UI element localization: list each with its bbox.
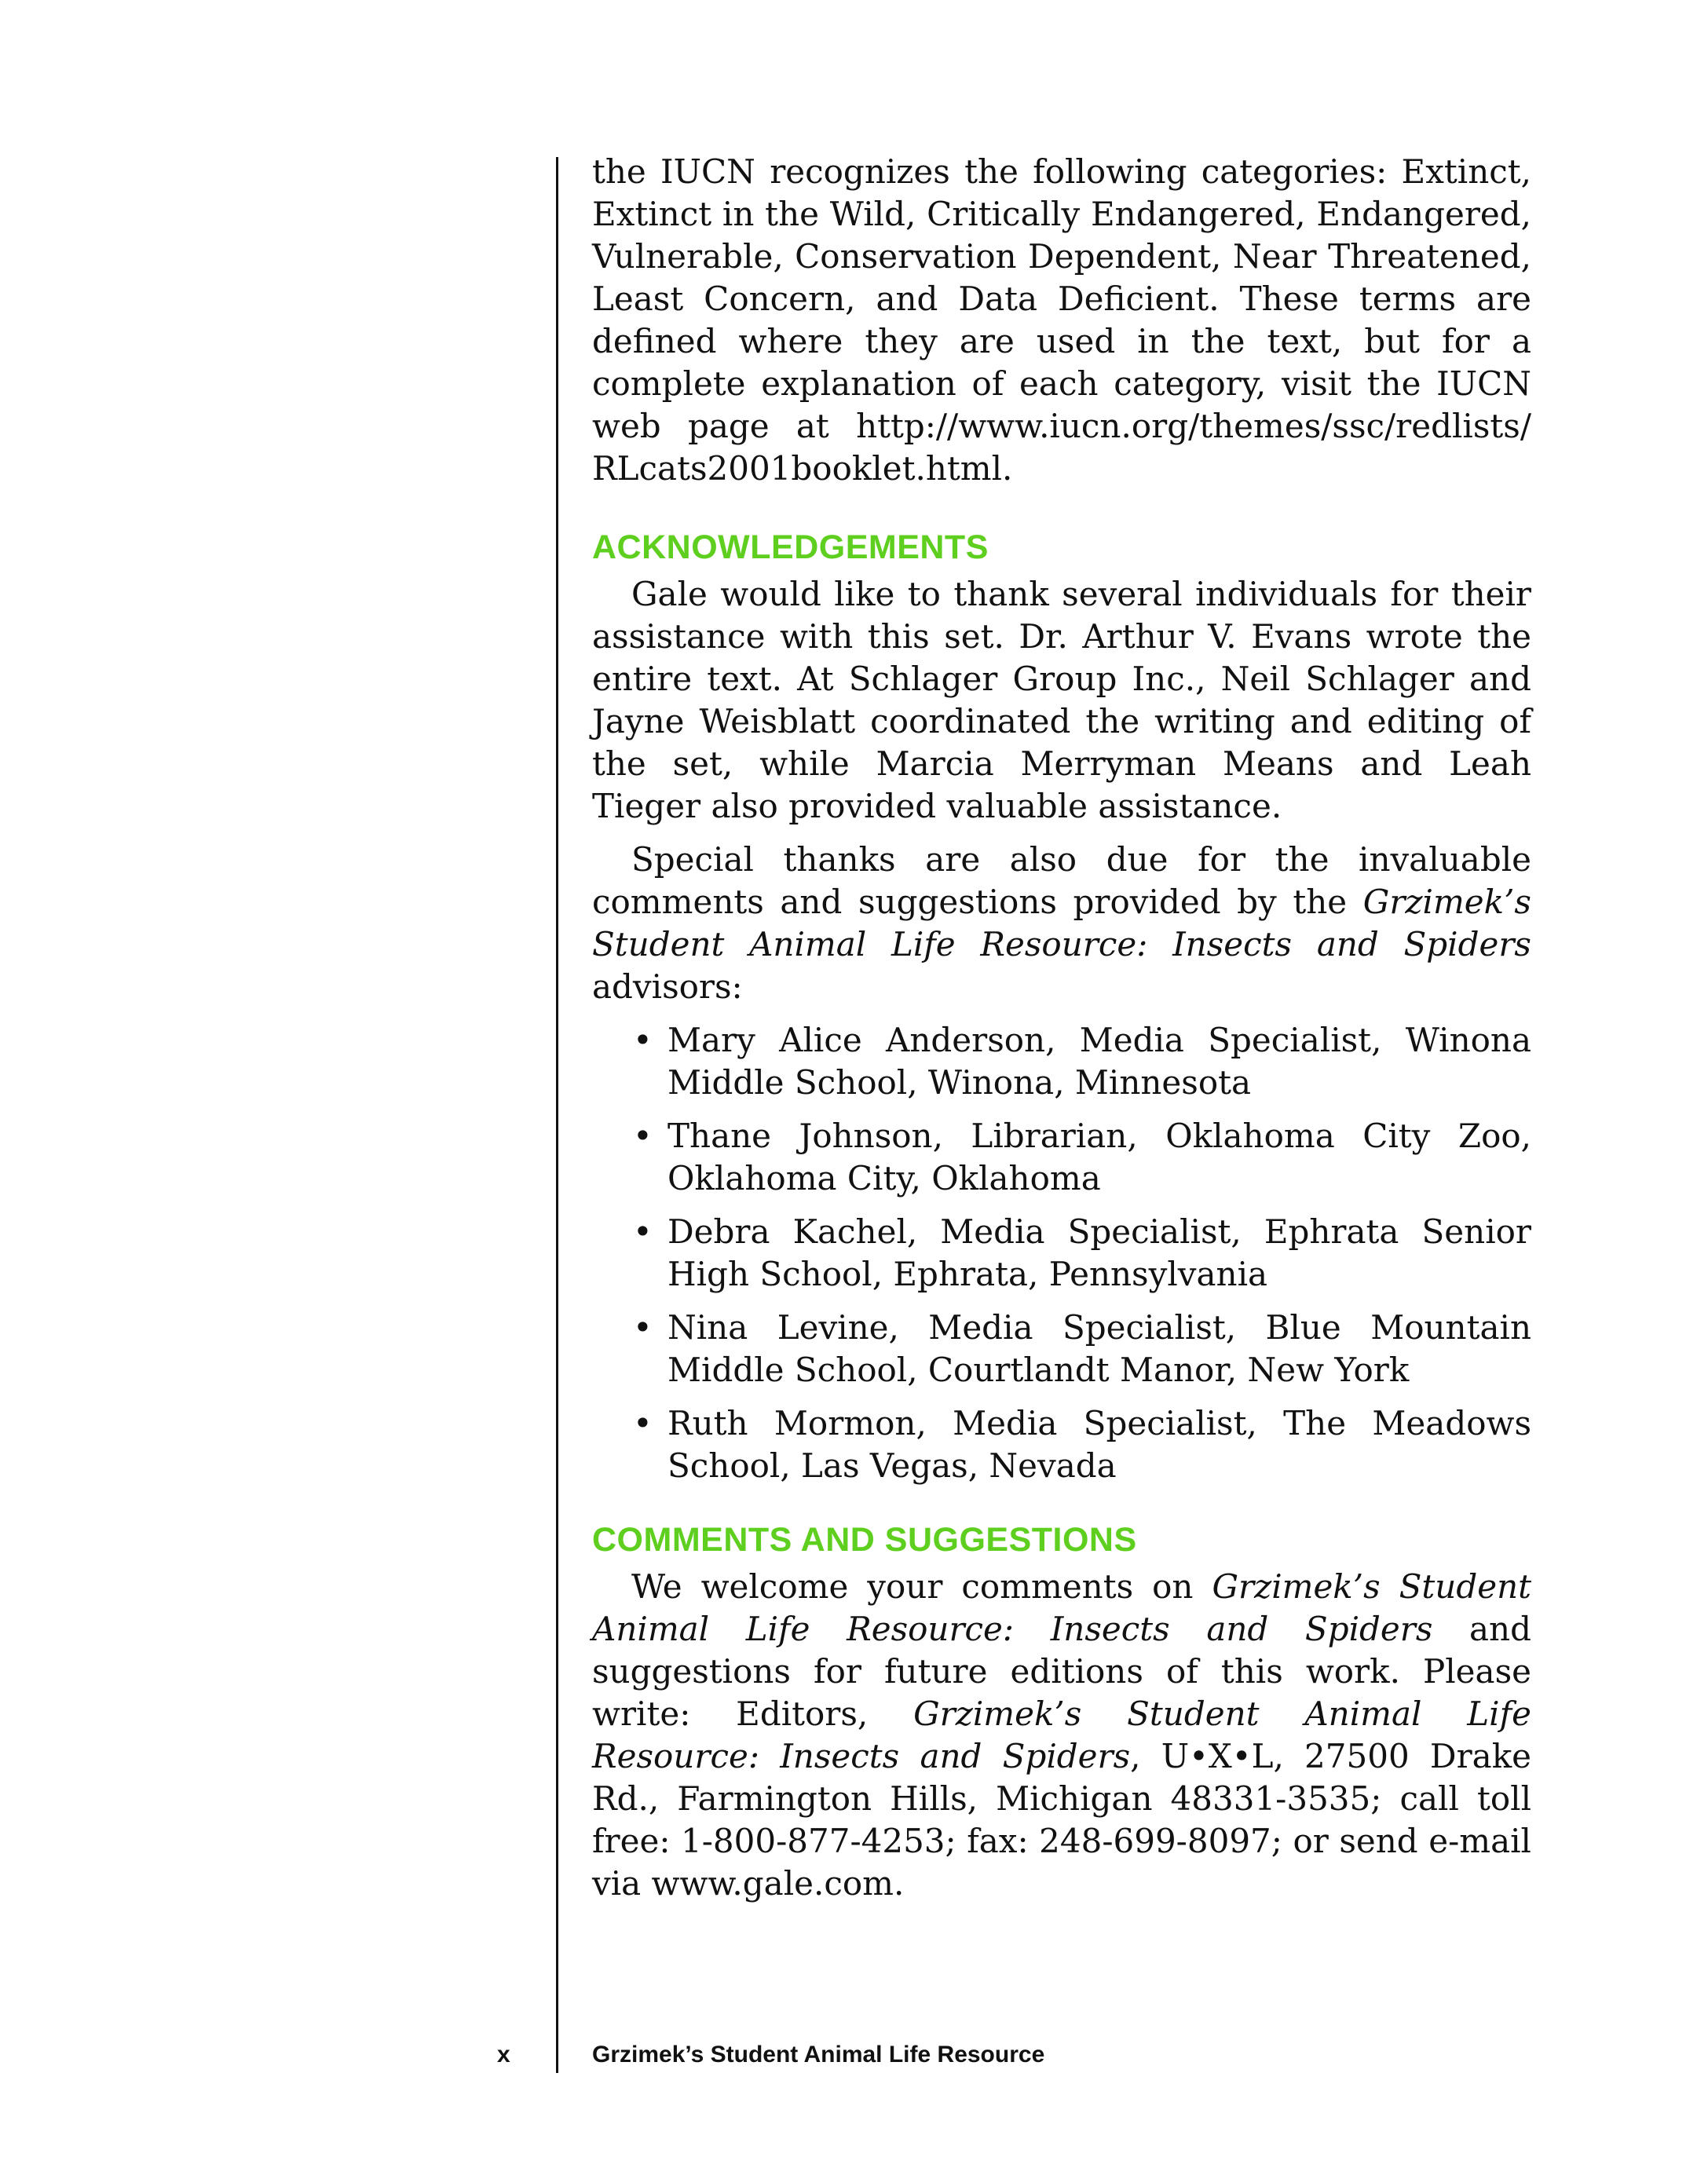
comments-paragraph	[592, 1566, 1531, 1905]
advisors-intro-paragraph	[592, 839, 1531, 1008]
advisors-list	[592, 1019, 1531, 1487]
bullet-icon: •	[633, 1212, 653, 1251]
acknowledgements-heading: ACKNOWLEDGEMENTS	[592, 528, 989, 566]
book-title: Grzimek’s Student Animal Life Resource: Insects and Spiders	[592, 883, 1531, 963]
advisor-name: Debra Kachel, Media Specialist, Ephrata Senior High School, Ephrata, Pennsylvania	[667, 1212, 1531, 1293]
list-item	[592, 1019, 1531, 1104]
running-title: Grzimek’s Student Animal Life Resource	[592, 2042, 1045, 2067]
book-title: Grzimek’s Student Animal Life Resource: Insects and Spiders	[592, 1695, 1531, 1775]
advisors-intro-tail: advisors:	[592, 967, 743, 1006]
acknowledgements-paragraph: Gale would like to thank several individuals for their assistance with this set. Dr. Arthur V. Evans wrote the entire text. At Schlager Group Inc., Neil Schlager and Jayne Weisblatt coordinated the writing and editing of the set, while Marcia Merryman Means and Leah Tieger also provided valuable assistance.	[592, 575, 1531, 825]
vertical-margin-rule	[556, 157, 558, 2073]
comments-text-2: and suggestions for future editions of this work. Please write: Editors,	[592, 1610, 1531, 1733]
comments-text-3: , U•X•L, 27500 Drake Rd., Farmington Hills, Michigan 48331-3535; call toll free: 1-800-877-4253; fax: 248-699-8097; or send e-mail via www.gale.com.	[592, 1737, 1531, 1903]
list-item	[592, 1211, 1531, 1296]
list-item	[592, 1307, 1531, 1391]
comments-text-1: We welcome your comments on	[631, 1567, 1212, 1606]
list-item	[592, 1402, 1531, 1487]
comments-heading: COMMENTS AND SUGGESTIONS	[592, 1521, 1137, 1559]
bullet-icon: •	[633, 1404, 653, 1442]
page-footer	[0, 2035, 1708, 2075]
page-body	[592, 151, 1531, 1905]
bullet-icon: •	[633, 1117, 653, 1155]
book-title: Grzimek’s Student Animal Life Resource: Insects and Spiders	[592, 1567, 1531, 1648]
bullet-icon: •	[633, 1021, 653, 1059]
advisor-name: Thane Johnson, Librarian, Oklahoma City Zoo, Oklahoma City, Oklahoma	[667, 1117, 1531, 1197]
page-number: x	[497, 2042, 510, 2067]
intro-paragraph: the IUCN recognizes the following categories: Extinct, Extinct in the Wild, Critically Endangered, Endangered, Vulnerable, Conservation Dependent, Near Threatened, Least Concern, and Data Deficient. These terms are defined where they are used in the text, but for a complete explanation of each category, visit the IUCN web page at http://www.iucn.org/themes/ssc/redlists/ RLcats2001booklet.html.	[592, 152, 1531, 488]
list-item	[592, 1115, 1531, 1200]
bullet-icon: •	[633, 1308, 653, 1347]
advisor-name: Ruth Mormon, Media Specialist, The Meadows School, Las Vegas, Nevada	[667, 1404, 1531, 1485]
advisor-name: Mary Alice Anderson, Media Specialist, Winona Middle School, Winona, Minnesota	[667, 1021, 1531, 1102]
advisors-intro-text: Special thanks are also due for the invaluable comments and suggestions provided by the	[592, 840, 1531, 921]
advisor-name: Nina Levine, Media Specialist, Blue Mountain Middle School, Courtlandt Manor, New York	[667, 1308, 1531, 1389]
